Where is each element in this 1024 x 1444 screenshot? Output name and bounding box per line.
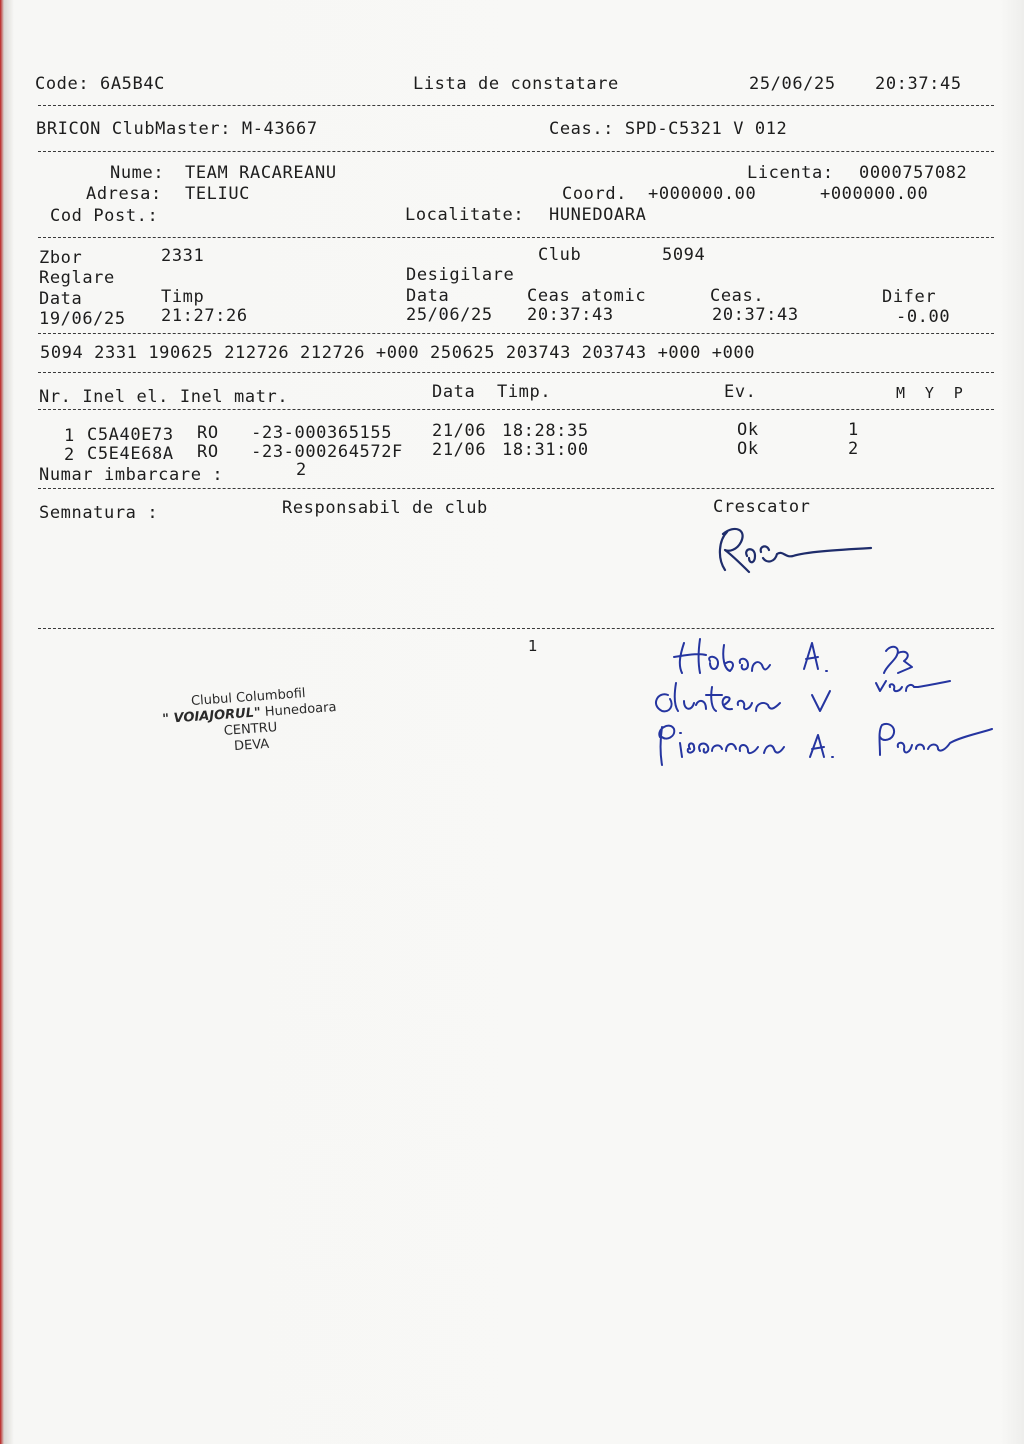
- row-inel-el: C5A40E73: [87, 425, 174, 445]
- divider: [38, 372, 994, 373]
- nume-value: TEAM RACAREANU: [185, 163, 337, 183]
- licenta-label: Licenta:: [747, 163, 834, 183]
- zbor-label: Zbor: [39, 248, 83, 268]
- stamp-city: Hunedoara: [264, 699, 337, 720]
- imbarcare-label: Numar imbarcare :: [39, 465, 224, 485]
- row-m: 1: [848, 420, 859, 440]
- club-value: 5094: [662, 245, 706, 265]
- localitate-value: HUNEDOARA: [549, 205, 647, 225]
- reglare-data-value: 19/06/25: [39, 309, 126, 329]
- row-data: 21/06: [432, 440, 487, 460]
- row-inel-matr: RO -23-000264572F: [197, 442, 403, 462]
- stamp-line1: Clubul Columbofil: [190, 686, 307, 710]
- localitate-label: Localitate:: [405, 205, 525, 225]
- reglare-timp-value: 21:27:26: [161, 306, 248, 326]
- header-time: 20:37:45: [875, 74, 962, 94]
- table-header-date-time: Data Timp.: [432, 382, 552, 402]
- clubmaster-id: BRICON ClubMaster: M-43667: [36, 119, 318, 139]
- ceas-label: Ceas.: [710, 286, 765, 306]
- adresa-label: Adresa:: [86, 184, 162, 204]
- row-m: 2: [848, 439, 859, 459]
- desig-data-value: 25/06/25: [406, 305, 493, 325]
- reglare-label: Reglare: [39, 268, 115, 288]
- row-data: 21/06: [432, 421, 487, 441]
- row-nr: 1: [64, 426, 75, 446]
- difer-label: Difer: [882, 287, 937, 307]
- row-timp: 18:31:00: [502, 440, 589, 460]
- clock-id: Ceas.: SPD-C5321 V 012: [549, 119, 788, 139]
- row-timp: 18:28:35: [502, 421, 589, 441]
- reglare-data-label: Data: [39, 289, 83, 309]
- imbarcare-value: 2: [296, 460, 307, 480]
- zbor-value: 2331: [161, 246, 205, 266]
- committee-signatures: [640, 625, 1000, 775]
- coord-x: +000000.00: [648, 184, 757, 204]
- desig-ceas-value: 20:37:43: [712, 305, 799, 325]
- header-date: 25/06/25: [749, 74, 836, 94]
- table-header-rings: Nr. Inel el. Inel matr.: [39, 387, 289, 407]
- desig-atomic-value: 20:37:43: [527, 305, 614, 325]
- crescator-signature: [705, 520, 885, 580]
- table-header-ev: Ev.: [724, 382, 757, 402]
- adresa-value: TELIUC: [185, 184, 251, 204]
- crescator-label: Crescator: [713, 497, 811, 517]
- ceas-atomic-label: Ceas atomic: [527, 286, 647, 306]
- coord-y: +000000.00: [820, 184, 929, 204]
- row-inel-el: C5E4E68A: [87, 444, 174, 464]
- desigilare-label: Desigilare: [406, 265, 515, 285]
- stamp-line3: CENTRU: [223, 720, 278, 739]
- responsabil-label: Responsabil de club: [282, 498, 488, 518]
- codpost-label: Cod Post.:: [50, 206, 159, 226]
- divider: [38, 237, 994, 238]
- licenta-value: 0000757082: [859, 163, 968, 183]
- difer-value: -0.00: [896, 307, 951, 327]
- reglare-timp-label: Timp: [161, 287, 205, 307]
- club-stamp: [138, 682, 362, 761]
- divider: [38, 409, 994, 410]
- code-label: Code: 6A5B4C: [35, 74, 166, 94]
- row-ev: Ok: [737, 439, 759, 459]
- row-nr: 2: [64, 445, 75, 465]
- coord-label: Coord.: [562, 184, 628, 204]
- divider: [38, 333, 994, 334]
- nume-label: Nume:: [110, 163, 165, 183]
- semnatura-label: Semnatura :: [39, 503, 159, 523]
- document-title: Lista de constatare: [413, 74, 619, 94]
- row-inel-matr: RO -23-000365155: [197, 423, 393, 443]
- divider: [38, 151, 994, 152]
- table-header-myp: M Y P: [896, 384, 964, 402]
- divider: [38, 105, 994, 106]
- club-label: Club: [538, 245, 582, 265]
- row-ev: Ok: [737, 420, 759, 440]
- stamp-club-name: " VOIAJORUL": [161, 705, 262, 728]
- code-line: 5094 2331 190625 212726 212726 +000 250625 203743 203743 +000 +000: [40, 343, 756, 363]
- divider: [38, 488, 994, 489]
- stamp-line4: DEVA: [233, 736, 270, 755]
- desig-data-label: Data: [406, 286, 450, 306]
- page-number: 1: [528, 637, 539, 655]
